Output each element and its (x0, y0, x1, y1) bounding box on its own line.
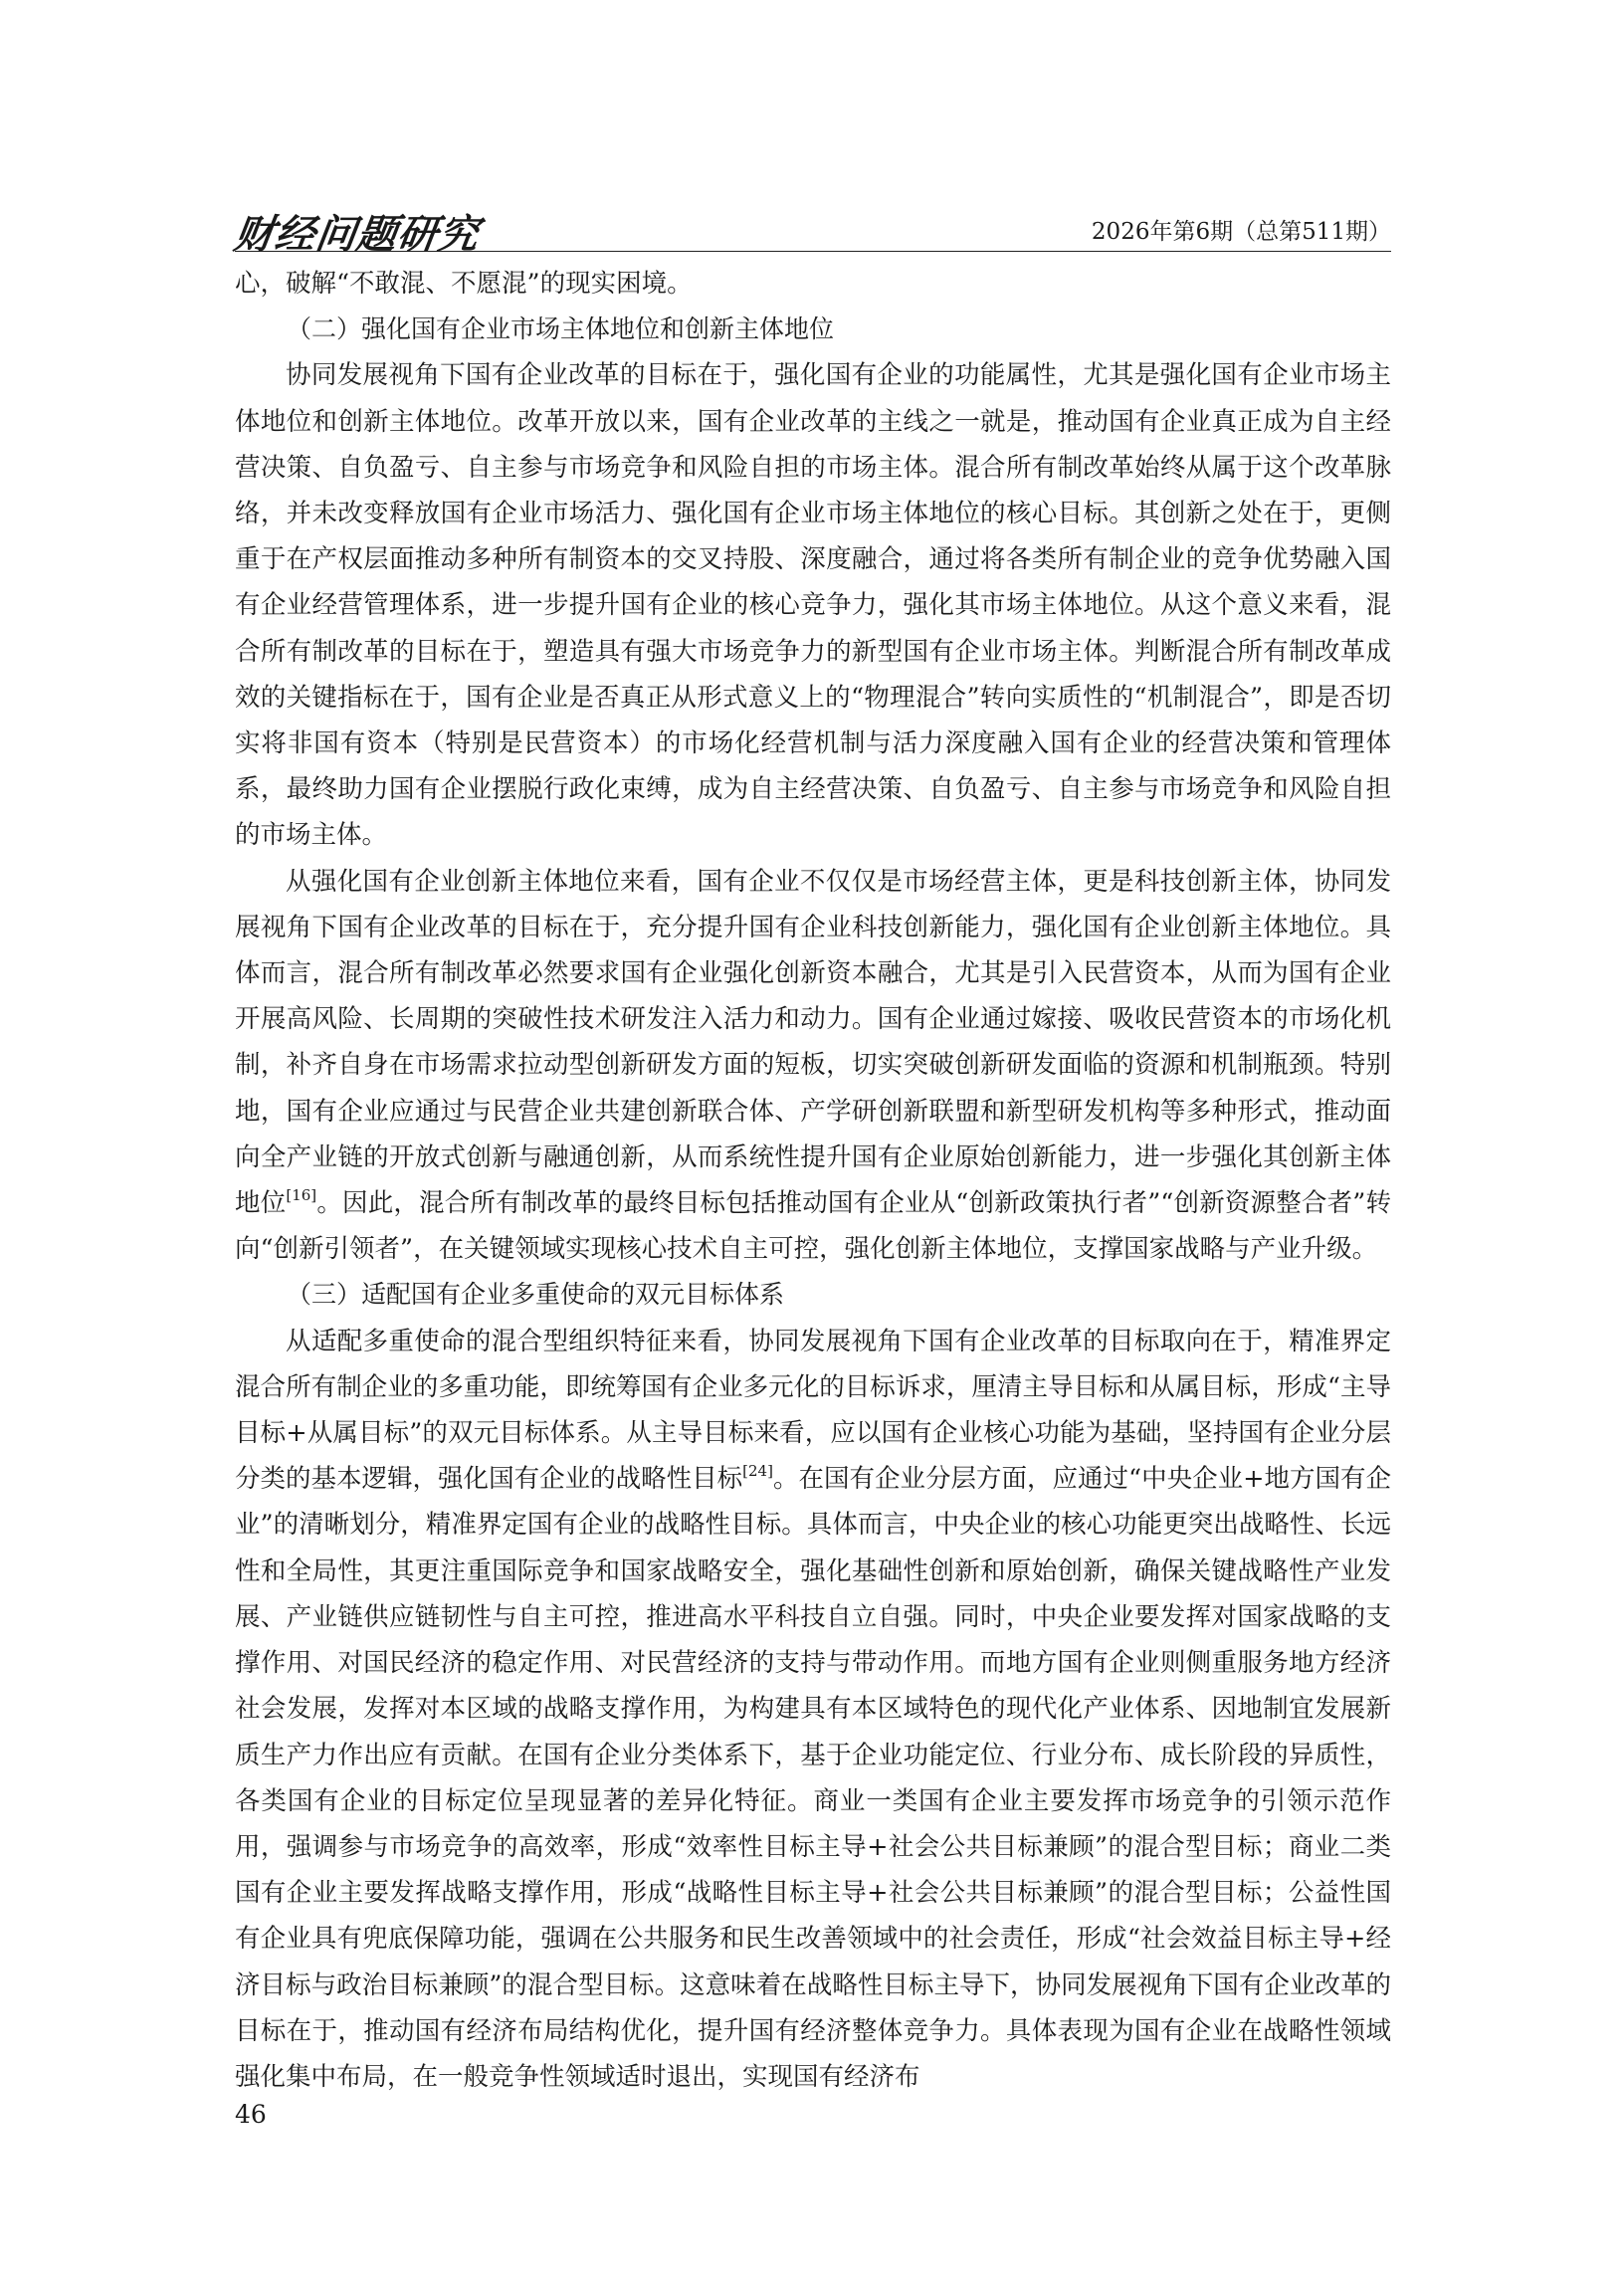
section-heading: （二）强化国有企业市场主体地位和创新主体地位 (287, 314, 835, 344)
article-body (235, 261, 1391, 2100)
paragraph-text: 从适配多重使命的混合型组织特征来看，协同发展视角下国有企业改革的目标取向在于，精准界定混合所有制企业的多重功能，即统筹国有企业多元化的目标诉求，厘清主导目标和从属目标，形成“主导目标+从属目标”的双元目标体系。从主导目标来看，应以国有企业核心功能为基础，坚持国有企业分层分类的基本逻辑，强化国有企业的战略性目标 (235, 1326, 1391, 1495)
section-heading: （三）适配国有企业多重使命的双元目标体系 (287, 1280, 785, 1310)
paragraph: 协同发展视角下国有企业改革的目标在于，强化国有企业的功能属性，尤其是强化国有企业市场主体地位和创新主体地位。改革开放以来，国有企业改革的主线之一就是，推动国有企业真正成为自主经营决策、自负盈亏、自主参与市场竞争和风险自担的市场主体。混合所有制改革始终从属于这个改革脉络，并未改变释放国有企业市场活力、强化国有企业市场主体地位的核心目标。其创新之处在于，更侧重于在产权层面推动多种所有制资本的交叉持股、深度融合，通过将各类所有制企业的竞争优势融入国有企业经营管理体系，进一步提升国有企业的核心竞争力，强化其市场主体地位。从这个意义来看，混合所有制改革的目标在于，塑造具有强大市场竞争力的新型国有企业市场主体。判断混合所有制改革成效的关键指标在于，国有企业是否真正从形式意义上的“物理混合”转向实质性的“机制混合”，即是否切实将非国有资本（特别是民营资本）的市场化经营机制与活力深度融入国有企业的经营决策和管理体系，最终助力国有企业摆脱行政化束缚，成为自主经营决策、自负盈亏、自主参与市场竞争和风险自担的市场主体。 (235, 360, 1391, 851)
page-header (231, 199, 1391, 258)
paragraph (235, 859, 1391, 1273)
journal-logo: 财经问题研究 (231, 211, 483, 258)
citation-ref: [16] (286, 1186, 317, 1205)
paragraph-text: 。在国有企业分层方面，应通过“中央企业+地方国有企业”的清晰划分，精准界定国有企业的战略性目标。具体而言，中央企业的核心功能更突出战略性、长远性和全局性，其更注重国际竞争和国家战略安全，强化基础性创新和原始创新，确保关键战略性产业发展、产业链供应链韧性与自主可控，推进高水平科技自立自强。同时，中央企业要发挥对国家战略的支撑作用、对国民经济的稳定作用、对民营经济的支持与带动作用。而地方国有企业则侧重服务地方经济社会发展，发挥对本区域的战略支撑作用，为构建具有本区域特色的现代化产业体系、因地制宜发展新质生产力作出应有贡献。在国有企业分类体系下，基于企业功能定位、行业分布、成长阶段的异质性，各类国有企业的目标定位呈现显著的差异化特征。商业一类国有企业主要发挥市场竞争的引领示范作用，强调参与市场竞争的高效率，形成“效率性目标主导+社会公共目标兼顾”的混合型目标；商业二类国有企业主要发挥战略支撑作用，形成“战略性目标主导+社会公共目标兼顾”的混合型目标；公益性国有企业具有兜底保障功能，强调在公共服务和民生改善领域中的社会责任，形成“社会效益目标主导+经济目标与政治目标兼顾”的混合型目标。这意味着在战略性目标主导下，协同发展视角下国有企业改革的目标在于，推动国有经济布局结构优化，提升国有经济整体竞争力。具体表现为国有企业在战略性领域强化集中布局，在一般竞争性领域适时退出，实现国有经济布 (235, 1464, 1391, 2092)
issue-info: 2026年第6期（总第511期） (1091, 219, 1391, 245)
paragraph-text: 从强化国有企业创新主体地位来看，国有企业不仅仅是市场经营主体，更是科技创新主体，协同发展视角下国有企业改革的目标在于，充分提升国有企业科技创新能力，强化国有企业创新主体地位。具体而言，混合所有制改革必然要求国有企业强化创新资本融合，尤其是引入民营资本，从而为国有企业开展高风险、长周期的突破性技术研发注入活力和动力。国有企业通过嫁接、吸收民营资本的市场化机制，补齐自身在市场需求拉动型创新研发方面的短板，切实突破创新研发面临的资源和机制瓶颈。特别地，国有企业应通过与民营企业共建创新联合体、产学研创新联盟和新型研发机构等多种形式，推动面向全产业链的开放式创新与融通创新，从而系统性提升国有企业原始创新能力，进一步强化其创新主体地位 (235, 866, 1391, 1219)
paragraph-continuation: 心，破解“不敢混、不愿混”的现实困境。 (235, 269, 693, 299)
citation-ref: [24] (742, 1462, 773, 1481)
page-number: 46 (235, 2100, 267, 2129)
paragraph-text: 。因此，混合所有制改革的最终目标包括推动国有企业从“创新政策执行者”“创新资源整合者”转向“创新引领者”，在关键领域实现核心技术自主可控，强化创新主体地位，支撑国家战略与产业升级。 (235, 1188, 1391, 1265)
paragraph (235, 1319, 1391, 2100)
